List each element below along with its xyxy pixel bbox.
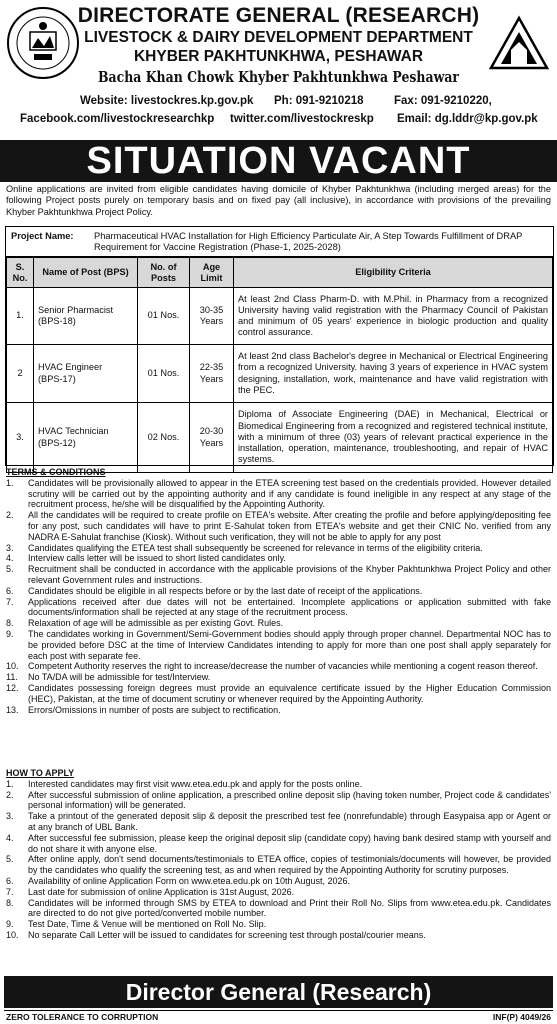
item-number: 7. <box>6 596 14 607</box>
item-number: 10. <box>6 661 19 672</box>
item-text: The candidates working in Government/Semi-Government bodies should apply through proper channel. Departmental NOC has to be provided before DSC at the time of Interview Candidates intending to apply for more than one post shall apply separately for each post with separate fee. <box>28 628 551 661</box>
item-number: 8. <box>6 618 14 629</box>
row-posts: 02 Nos. <box>138 403 190 473</box>
item-number: 6. <box>6 585 14 596</box>
age-unit: Years <box>199 316 224 326</box>
how-to-apply-section <box>6 768 551 941</box>
list-item <box>6 790 551 812</box>
item-number: 8. <box>6 897 14 908</box>
list-item <box>6 564 551 586</box>
row-post <box>34 403 138 473</box>
item-number: 4. <box>6 832 14 843</box>
post-name: HVAC Engineer <box>38 362 103 373</box>
list-item <box>6 898 551 920</box>
how-to-apply-title: HOW TO APPLY <box>6 768 75 778</box>
list-item <box>6 779 551 790</box>
list-item <box>6 919 551 930</box>
post-name: Senior Pharmacist <box>38 304 114 315</box>
project-name: Pharmaceutical HVAC Installation for High Efficiency Particulate Air, A Step Towards Fulfillment of DRAP Requirement for Vaccine Registration (Phase-1, 2025-2028) <box>94 231 523 252</box>
post-bps: (BPS-17) <box>38 373 76 384</box>
item-text: Interview calls letter will be issued to short listed candidates only. <box>28 553 286 564</box>
table-header-row <box>7 258 553 288</box>
row-sno: 1. <box>7 288 34 345</box>
intro-paragraph: Online applications are invited from eligible candidates having domicile of Khyber Pakhtunkhwa (including merged areas) for the following Project posts purely on temporary basis and on fixed pay (all inclusive), in accordance with provisions of the prevailing Khyber Pakhtunkhwa Project Policy. <box>6 184 551 217</box>
department-name: LIVESTOCK & DAIRY DEVELOPMENT DEPARTMENT <box>84 29 473 46</box>
item-number: 5. <box>6 854 14 865</box>
item-number: 7. <box>6 886 14 897</box>
item-number: 13. <box>6 704 19 715</box>
item-text: Recruitment shall be conducted in accordance with the applicable provisions of the Khyber Pakhtunkhwa Project Policy and other relevant Government rules and instructions. <box>28 564 551 585</box>
email: Email: dg.lddr@kp.gov.pk <box>397 113 538 125</box>
posts-table-box <box>5 226 554 466</box>
age-unit: Years <box>199 437 224 448</box>
item-number: 3. <box>6 811 14 822</box>
item-text: No TA/DA will be admissible for test/Interview. <box>28 672 211 683</box>
item-number: 2. <box>6 789 14 800</box>
col-sno: S. No. <box>7 258 34 288</box>
list-item <box>6 683 551 705</box>
item-text: Candidates should be eligible in all respects before or by the last date of receipt of the applications. <box>28 585 423 596</box>
post-name: HVAC Technician <box>38 426 109 437</box>
row-post <box>34 288 138 345</box>
list-item <box>6 510 551 542</box>
item-text: Competent Authority reserves the right to increase/decrease the number of vacancies while mentioning a cogent reason thereof. <box>28 661 538 672</box>
item-text: Test Date, Time & Venue will be mentioned on Roll No. Slip. <box>28 919 267 930</box>
col-age: Age Limit <box>190 258 234 288</box>
col-criteria: Eligibility Criteria <box>234 258 553 288</box>
item-number: 4. <box>6 553 14 564</box>
age-range: 30-35 <box>199 304 224 315</box>
item-text: Candidates possessing foreign degrees must provide an equivalence certificate issued by the Higher Education Commission (HEC), Pakistan, at the time of document scrutiny or whenever required by the Appointing Authority. <box>28 682 551 704</box>
list-item <box>6 876 551 887</box>
row-sno: 2 <box>7 345 34 403</box>
list-item <box>6 833 551 855</box>
list-item <box>6 887 551 898</box>
age-range: 20-30 <box>199 426 224 437</box>
project-label: Project Name: <box>11 231 74 241</box>
item-number: 1. <box>6 477 14 488</box>
col-post: Name of Post (BPS) <box>34 258 138 288</box>
list-item <box>6 597 551 619</box>
list-item <box>6 543 551 554</box>
item-number: 9. <box>6 628 14 639</box>
signature-bar: Director General (Research) <box>4 976 553 1008</box>
item-number: 10. <box>6 929 19 940</box>
table-row <box>7 345 553 403</box>
list-item <box>6 586 551 597</box>
org-title: DIRECTORATE GENERAL (RESEARCH) <box>77 4 480 27</box>
list-item <box>6 930 551 941</box>
terms-list <box>6 478 551 716</box>
item-number: 12. <box>6 682 19 693</box>
item-text: Take a printout of the generated deposit slip & deposit the prescribed test fee (nonrefundable) through Easypaisa app or Agent or at any branch of UBL Bank. <box>28 811 551 832</box>
item-text: After online apply, don't send documents/testimonials to ETEA office, copies of testimonials/documents will however, be provided by the candidates who qualify the screening test, as and when required by the Appointing Authority for scrutiny purposes. <box>28 854 551 876</box>
age-range: 22-35 <box>199 362 224 373</box>
list-item <box>6 661 551 672</box>
item-text: Candidates will be informed through SMS by ETEA to download and Print their Roll No. Slips from www.etea.edu.pk. Candidates are directed to do not give ported/converted mobile number. <box>28 897 551 919</box>
item-number: 2. <box>6 510 14 521</box>
how-to-apply-list <box>6 779 551 941</box>
item-number: 1. <box>6 778 14 789</box>
age-unit: Years <box>199 373 224 384</box>
twitter: twitter.com/livestockreskp <box>230 113 374 125</box>
item-text: Availability of online Application Form on www.etea.edu.pk on 10th August, 2026. <box>28 875 351 886</box>
row-criteria: At least 2nd Class Pharm-D. with M.Phil. in Pharmacy from a recognized University having valid registration with the Pharmacy Council of Pakistan and minimum of 05 years' experience in biologic production and quality control assurance. <box>234 288 553 345</box>
province-name: KHYBER PAKHTUNKHWA, PESHAWAR <box>133 48 424 65</box>
item-number: 3. <box>6 542 14 553</box>
post-bps: (BPS-18) <box>38 316 76 326</box>
row-posts: 01 Nos. <box>138 345 190 403</box>
item-text: All the candidates will be required to create profile on ETEA's website. After creating the profile and before applying/depositing fee for any post, such candidates will have to print E-Sahulat token from ETEA's website and get their CNIC No. verified from any NADRA E-Sahulat franchise (Kiosk). Without such verification, they will not be able to apply for any post <box>28 510 551 542</box>
list-item <box>6 629 551 661</box>
item-number: 5. <box>6 564 14 575</box>
list-item <box>6 553 551 564</box>
inf-reference: INF(P) 4049/26 <box>492 1012 551 1022</box>
fax: Fax: 091-9210220, <box>394 95 492 107</box>
address: Bacha Khan Chowk Khyber Pakhtunkhwa Peshawar <box>98 69 459 86</box>
item-number: 6. <box>6 875 14 886</box>
list-item <box>6 811 551 833</box>
item-text: Applications received after due dates will not be entertained. Incomplete applications or application submitted with fake documents/information shall be rejected at any stage of the recruitment process. <box>28 596 551 618</box>
row-age <box>190 403 234 473</box>
list-item <box>6 705 551 716</box>
item-text: Relaxation of age will be admissible as per existing Govt. Rules. <box>28 618 284 629</box>
row-age <box>190 288 234 345</box>
table-row <box>7 403 553 473</box>
zero-tolerance-text: ZERO TOLERANCE TO CORRUPTION <box>6 1012 159 1022</box>
item-number: 11. <box>6 672 18 683</box>
item-text: After successful fee submission, please keep the original deposit slip (candidate copy) having bank desired stamp with yourself and do not share it with anyone else. <box>28 832 551 854</box>
letterhead <box>0 0 557 140</box>
item-text: Errors/Omissions in number of posts are subject to rectification. <box>28 704 281 715</box>
terms-title: TERMS & CONDITIONS <box>6 467 106 477</box>
post-bps: (BPS-12) <box>38 437 76 448</box>
table-row <box>7 288 553 345</box>
terms-section <box>6 467 551 715</box>
footer-strip <box>4 1010 553 1024</box>
item-text: Interested candidates may first visit www.etea.edu.pk and apply for the posts online. <box>28 778 363 789</box>
facebook: Facebook.com/livestockresearchkp <box>20 113 215 125</box>
website: Website: livestockres.kp.gov.pk <box>80 95 254 107</box>
col-posts: No. of Posts <box>138 258 190 288</box>
list-item <box>6 672 551 683</box>
row-criteria: At least 2nd class Bachelor's degree in Mechanical or Electrical Engineering from a recognized University. having 3 years of experience in HVAC system designing, installation, work, maintenance and have valid registration with the PEC. <box>234 345 553 403</box>
list-item <box>6 854 551 876</box>
item-text: Last date for submission of online Application is 31st August, 2026. <box>28 886 295 897</box>
list-item <box>6 478 551 510</box>
row-age <box>190 345 234 403</box>
phone: Ph: 091-9210218 <box>274 95 364 107</box>
project-row <box>6 227 553 257</box>
item-text: Candidates qualifying the ETEA test shall subsequently be screened for relevance in terms of the eligibility criteria. <box>28 542 483 553</box>
row-post <box>34 345 138 403</box>
item-text: No separate Call Letter will be issued to candidates for screening test through postal/courier means. <box>28 929 426 940</box>
item-number: 9. <box>6 919 14 930</box>
situation-vacant-banner: SITUATION VACANT <box>0 140 557 182</box>
row-posts: 01 Nos. <box>138 288 190 345</box>
posts-table <box>6 257 553 473</box>
item-text: After successful submission of online application, a prescribed online deposit slip (having token number, Project code & candidates' personal information) will be generated. <box>28 789 551 811</box>
row-criteria: Diploma of Associate Engineering (DAE) in Mechanical, Electrical or Biomedical Engineering from a recognized and registered technical institute, with a minimum of three (03) years of relevant practical experience in the installation, operation, maintenance, troubleshooting, and repair of HVAC systems. <box>234 403 553 473</box>
item-text: Candidates will be provisionally allowed to appear in the ETEA screening test based on the credentials provided. However detailed scrutiny will be carried out by the appointing authority and if any candidate is found ineligible in any respect at any stage of the recruitment process, he/she will be disqualified by the Appointing Authority. <box>28 477 551 510</box>
row-sno: 3. <box>7 403 34 473</box>
list-item <box>6 618 551 629</box>
